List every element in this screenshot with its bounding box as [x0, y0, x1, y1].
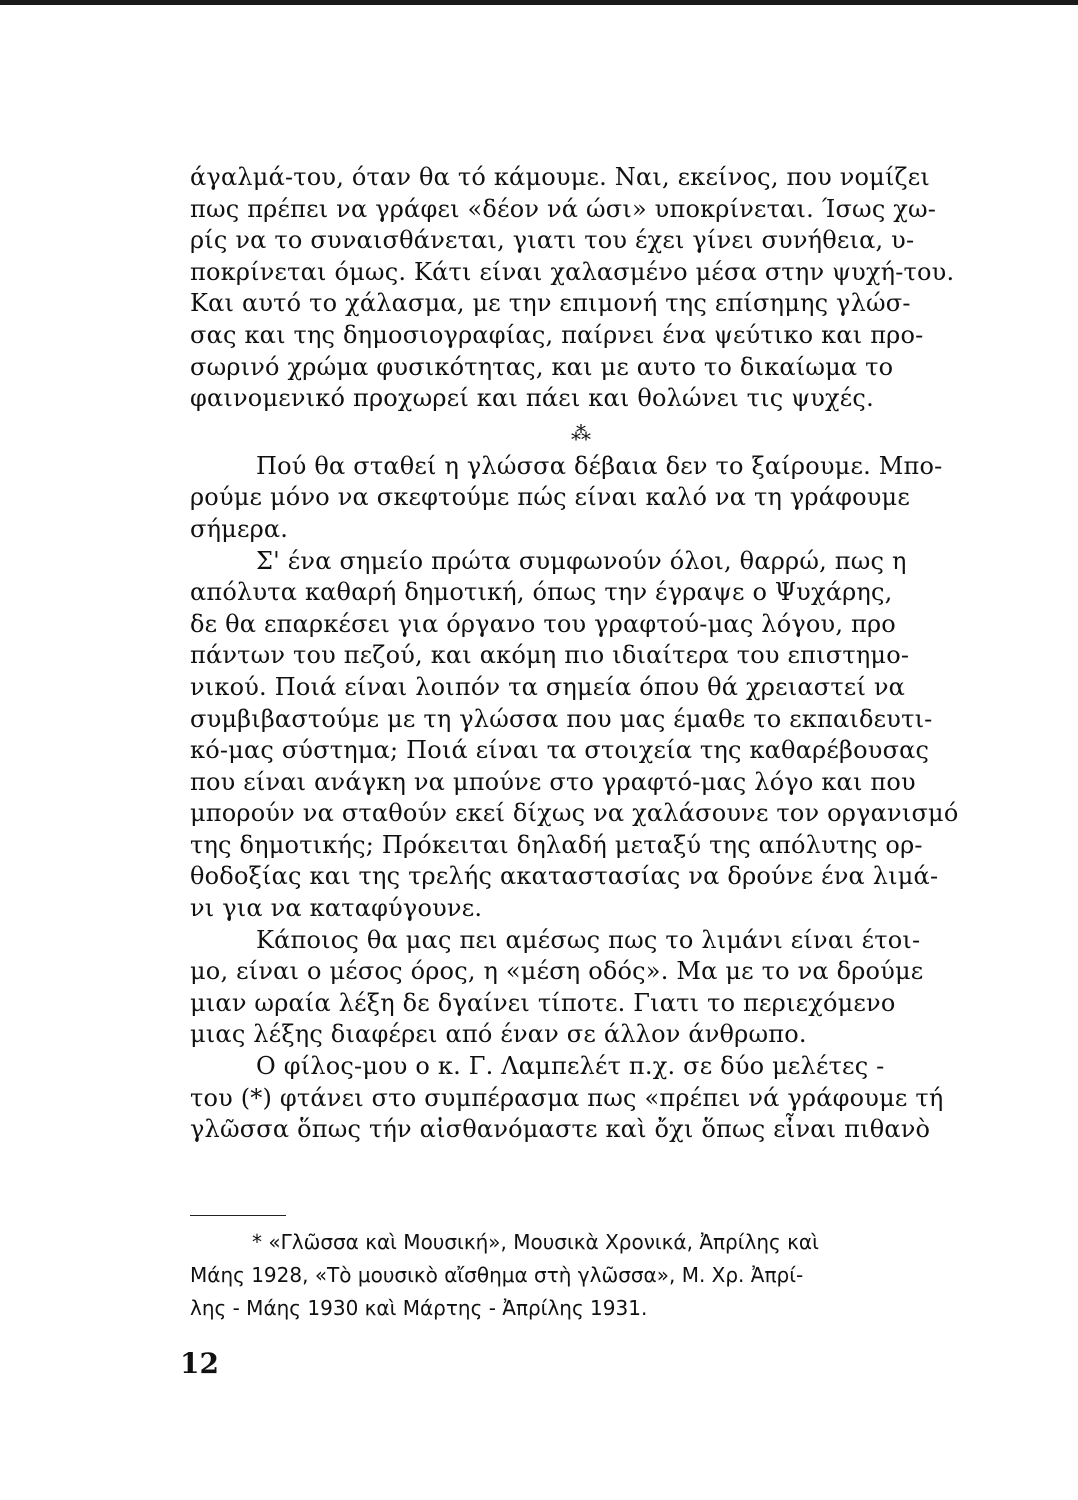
- text-line: ρούμε μόνο να σκεφτούμε πώς είναι καλό να τη γράφουμε: [190, 483, 910, 512]
- text-line: μιαν ωραία λέξη δε δγαίνει τίποτε. Γιατι το περιεχόμενο: [190, 988, 896, 1017]
- text-line: κό-μας σύστημα; Ποιά είναι τα στοιχεία της καθαρέβουσας: [190, 736, 930, 765]
- page-number: 12: [180, 1347, 219, 1380]
- text-line: δε θα επαρκέσει για όργανο του γραφτού-μας λόγου, προ: [190, 609, 896, 638]
- text-line: γλῶσσα ὅπως τήν αἰσθανόμαστε καὶ ὄχι ὅπως εἶναι πιθανὸ: [190, 1115, 931, 1144]
- text-line: σας και της δημοσιογραφίας, παίρνει ένα ψεύτικο και προ-: [190, 320, 924, 349]
- text-line: Σ' ένα σημείο πρώτα συμφωνούν όλοι, θαρρώ, πως η: [256, 546, 907, 575]
- text-line: του (*) φτάνει στο συμπέρασμα πως «πρέπει νά γράφουμε τή: [190, 1083, 944, 1112]
- text-line: σήμερα.: [190, 514, 289, 543]
- main-text: [190, 162, 970, 1146]
- text-line: μπορούν να σταθούν εκεί δίχως να χαλάσουνε τον οργανισμό: [190, 799, 959, 828]
- footnote-line: * «Γλῶσσα καὶ Μουσική», Μουσικὰ Χρονικά, Ἀπρίλης καὶ: [252, 1230, 819, 1254]
- text-line: της δημοτικής; Πρόκειται δηλαδή μεταξύ της απόλυτης ορ-: [190, 830, 923, 859]
- text-line: πάντων του πεζού, και ακόμη πιο ιδιαίτερα του επιστημο-: [190, 641, 910, 670]
- paragraph-block-2: [190, 451, 970, 1146]
- text-line: μιας λέξης διαφέρει από έναν σε άλλον άνθρωπο.: [190, 1020, 807, 1049]
- text-line: μο, είναι ο μέσος όρος, η «μέση οδός». Μα με το να δρούμε: [190, 957, 924, 986]
- text-line: που είναι ανάγκη να μπούνε στο γραφτό-μας λόγο και που: [190, 767, 916, 796]
- text-line: Πού θα σταθεί η γλώσσα δέβαια δεν το ξαίρουμε. Μπο-: [256, 451, 943, 480]
- text-line: Κάποιος θα μας πει αμέσως πως το λιμάνι είναι έτοι-: [256, 925, 921, 954]
- text-line: νι για να καταφύγουνε.: [190, 894, 483, 923]
- section-separator: ⁂: [571, 420, 589, 445]
- text-line: σωρινό χρώμα φυσικότητας, και με αυτο το δικαίωμα το: [190, 352, 894, 381]
- footnote: [190, 1226, 970, 1325]
- paragraph-block-1: [190, 162, 970, 415]
- footnote-divider: [190, 1215, 286, 1216]
- text-line: συμβιβαστούμε με τη γλώσσα που μας έμαθε το εκπαιδευτι-: [190, 704, 933, 733]
- text-line: πως πρέπει να γράφει «δέον νά ώσι» υποκρίνεται. Ίσως χω-: [190, 194, 937, 223]
- text-line: ρίς να το συναισθάνεται, γιατι του έχει γίνει συνήθεια, υ-: [190, 226, 915, 255]
- text-line: θοδοξίας και της τρελής ακαταστασίας να δρούνε ένα λιμά-: [190, 862, 939, 891]
- footnote-line: λης - Μάης 1930 καὶ Μάρτης - Ἀπρίλης 1931.: [190, 1296, 648, 1320]
- text-line: Ο φίλος-μου ο κ. Γ. Λαμπελέτ π.χ. σε δύο μελέτες -: [256, 1052, 885, 1081]
- footnote-line: Μάης 1928, «Τὸ μουσικὸ αἴσθημα στὴ γλῶσσα», Μ. Χρ. Ἀπρί-: [190, 1263, 804, 1287]
- text-line: απόλυτα καθαρή δημοτική, όπως την έγραψε ο Ψυχάρης,: [190, 578, 893, 607]
- text-line: νικού. Ποιά είναι λοιπόν τα σημεία όπου θά χρειαστεί να: [190, 672, 906, 701]
- text-line: ποκρίνεται όμως. Κάτι είναι χαλασμένο μέσα στην ψυχή-του.: [190, 257, 955, 286]
- text-line: άγαλμά-του, όταν θα τό κάμουμε. Ναι, εκείνος, που νομίζει: [190, 163, 931, 191]
- scan-top-edge: [0, 0, 1078, 5]
- text-line: φαινομενικό προχωρεί και πάει και θολώνει τις ψυχές.: [190, 384, 874, 413]
- text-line: Και αυτό το χάλασμα, με την επιμονή της επίσημης γλώσ-: [190, 289, 911, 318]
